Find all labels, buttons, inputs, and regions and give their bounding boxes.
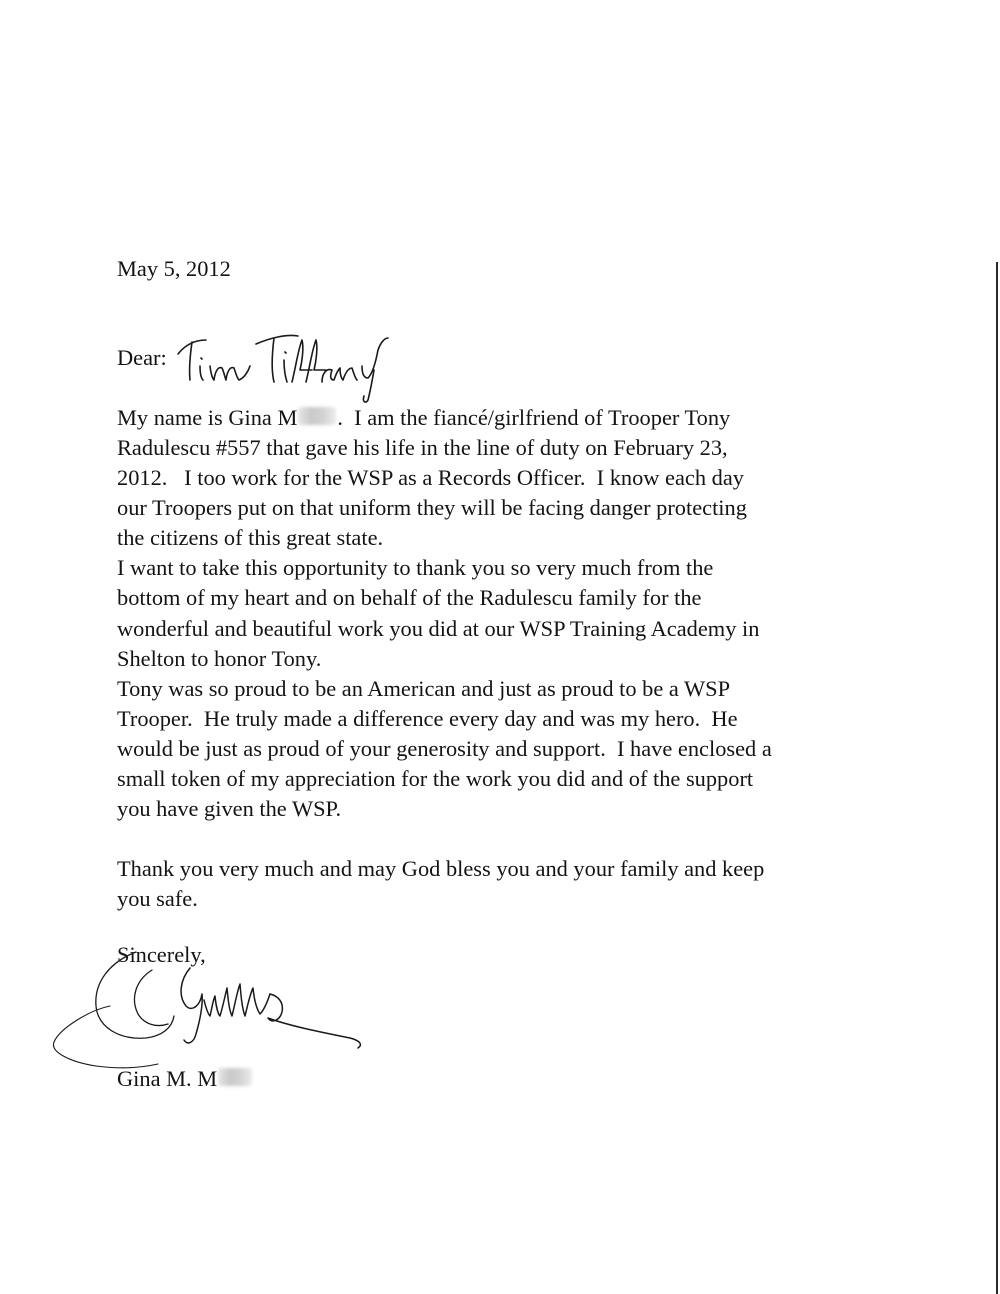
paragraph1-line2: Radulescu #557 that gave his life in the line of duty on February 23, bbox=[117, 435, 728, 460]
salutation: Dear: bbox=[117, 345, 167, 370]
paragraph3-line3: would be just as proud of your generosity and support. I have enclosed a bbox=[117, 736, 772, 761]
paragraph3-line4: small token of my appreciation for the work you did and of the support bbox=[117, 766, 754, 791]
letter-date: May 5, 2012 bbox=[117, 256, 231, 281]
paragraph2-line1: I want to take this opportunity to thank you so very much from the bbox=[117, 555, 714, 580]
paragraph1-line3: 2012. I too work for the WSP as a Records Officer. I know each day bbox=[117, 465, 744, 490]
paragraph4-line1: Thank you very much and may God bless you and your family and keep bbox=[117, 856, 765, 881]
paragraph3-line2: Trooper. He truly made a difference every day and was my hero. He bbox=[117, 706, 738, 731]
paragraph1-line1 bbox=[117, 407, 730, 429]
paragraph3-line1: Tony was so proud to be an American and just as proud to be a WSP bbox=[117, 676, 731, 701]
redacted-surname bbox=[218, 1068, 252, 1086]
paragraph2-line3: wonderful and beautiful work you did at our WSP Training Academy in bbox=[117, 616, 760, 641]
handwritten-addressee bbox=[170, 326, 400, 406]
paragraph2-line4: Shelton to honor Tony. bbox=[117, 646, 322, 671]
signer-name: Gina M. M bbox=[117, 1066, 218, 1091]
paragraph1-line1-end: . I am the fiancé/girlfriend of Trooper Tony bbox=[337, 405, 731, 430]
handwritten-signature bbox=[40, 940, 380, 1080]
paragraph1-line4: our Troopers put on that uniform they will be facing danger protecting bbox=[117, 495, 747, 520]
paragraph3-line5: you have given the WSP. bbox=[117, 796, 342, 821]
paragraph1-line5: the citizens of this great state. bbox=[117, 525, 384, 550]
paragraph1-line1-start: My name is Gina M bbox=[117, 405, 298, 430]
redacted-surname bbox=[298, 407, 336, 425]
paragraph2-line2: bottom of my heart and on behalf of the Radulescu family for the bbox=[117, 585, 702, 610]
page-edge-shadow bbox=[996, 262, 998, 1294]
signer-name-line bbox=[117, 1068, 253, 1090]
closing: Sincerely, bbox=[117, 942, 206, 967]
paragraph4-line2: you safe. bbox=[117, 886, 198, 911]
